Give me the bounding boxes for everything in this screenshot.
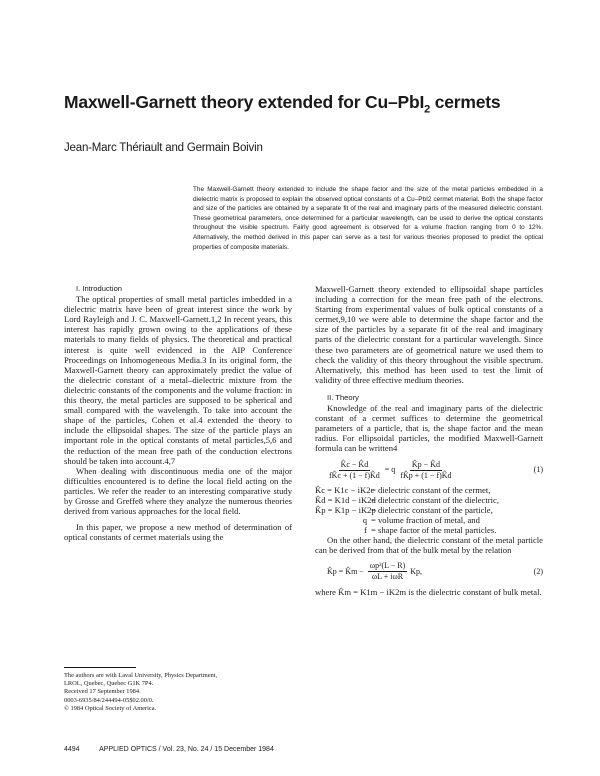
eq1-equals: = q: [384, 465, 396, 475]
definition-symbol: K̂c = K1c − iK2c: [315, 484, 375, 495]
footnote-line: 0003-6935/84/244494-05$02.00/0.: [64, 696, 154, 704]
definition-row: [315, 525, 543, 535]
definition-symbol: q: [362, 514, 367, 525]
intro-paragraph-3: In this paper, we propose a new method of determination of optical constants of cermet materials using the: [64, 522, 292, 543]
equation-1-lhs: [327, 460, 382, 481]
equation-1-number: (1): [533, 465, 543, 475]
paper-title: [64, 92, 544, 116]
definition-text: = volume fraction of metal, and: [371, 514, 480, 525]
abstract: The Maxwell-Garnett theory extended to include the shape factor and the size of the metal particles embedded in a dielectric matrix is proposed to explain the observed optical constants of a Cu–PbI2 cermet material. Both the shape factor and size of the particles are obtained by a separate fit of the real and imaginary parts of the measured dielectric constant. These geometrical parameters, once determined for a particular wavelength, can be used to derive the optical constants throughout the visible spectrum. Fairly good agreement is observed for a volume fraction ranging from 0 to 12%. Alternatively, the method derived in this paper can serve as a test for various theories proposed to predict the optical properties of composite materials.: [193, 186, 543, 251]
definition-row: [315, 495, 543, 505]
intro-paragraph-2: When dealing with discontinuous media one of the major difficulties encountered is to define the local field acting on the particles. We refer the reader to an interesting comparative study by Grosse and Greffe8 where they analyze the numerous theories derived from various approaches for the local field.: [64, 465, 292, 517]
footnote-line: LROL, Quebec, Quebec G1K 7P4.: [64, 680, 154, 688]
footnote-line: Received 17 September 1984.: [64, 688, 141, 696]
page-footer: [64, 746, 544, 753]
footnote-divider: [64, 667, 136, 668]
definition-symbol: K̂d = K1d − iK2d: [315, 494, 376, 505]
definition-text: = shape factor of the metal particles.: [371, 525, 497, 536]
eq2-tail: Kp,: [410, 566, 423, 576]
equation-1-rhs: [398, 460, 453, 481]
definition-symbol: f: [364, 525, 367, 536]
theory-paragraph-3: where K̂m = K1m − iK2m is the dielectric constant of bulk metal.: [315, 586, 542, 597]
footnote-line: The authors are with Laval University, Physics Department,: [64, 672, 218, 679]
footnote-line: © 1984 Optical Society of America.: [64, 704, 157, 712]
right-paragraph-1: Maxwell-Garnett theory extended to ellipsoidal shape particles including a correction for the mean free path of the electrons. Starting from experimental values of bulk optical constants of a cermet,9,10 we were able to determine the shape factor and the size of the particles by a separate fit of the real and imaginary parts of the dielectric constant for a particular wavelength. Since these two parameters are of geometrical nature we used them to check the validity of this theory throughout the visible spectrum. Alternatively, this method has been used to test the limit of validity of three effective medium theories.: [315, 284, 543, 385]
definition-row: [315, 515, 543, 525]
left-column: [64, 284, 292, 542]
eq1-rhs-numerator: K̂p − K̂d: [410, 460, 442, 471]
definition-row: [315, 505, 543, 515]
eq1-lhs-denominator: fK̂c + (1 − f)K̂d: [329, 470, 380, 480]
page-number: 4494: [64, 746, 80, 753]
title-subscript: 2: [424, 103, 431, 116]
author-list: Jean-Marc Thériault and Germain Boivin: [64, 142, 263, 154]
equation-2-number: (2): [533, 566, 543, 576]
section-heading-theory: II. Theory: [327, 392, 359, 402]
equation-1: [327, 460, 543, 481]
equation-2: [327, 561, 543, 582]
eq2-lhs: K̂p = K̂m −: [327, 566, 364, 576]
intro-paragraph-1: The optical properties of small metal particles imbedded in a dielectric matrix have been of great interest since the work by Lord Rayleigh and J. C. Maxwell-Garnett.1,2 In recent years, this interest has rapidly grown owing to the applications of these materials to many fields of physics. The theoretical and practical interest is quite well evidenced in the AIP Conference Proceedings on Inhomogeneous Media.3 In its original form, the Maxwell-Garnett theory can approximately predict the value of the dielectric constant of a metal–dielectric mixture from the dielectric constants of the components and the volume fraction: in this theory, the metal particles are supposed to be spherical and small compared with the wavelength. To take into account the shape of the particles, Cohen et al.4 extended the theory to include the ellipsoidal shapes. The size of the particle plays an important role in the optical constants of metal particles,5,6 and the reduction of the mean free path of the conduction electrons should be taken into account.4,7: [64, 294, 292, 466]
theory-paragraph-1: Knowledge of the real and imaginary parts of the dielectric constant of a cermet suffices to determine the geometrical parameters of a particle, that is, the shape factor and the mean radius. For ellipsoidal particles, the modified Maxwell-Garnett formula can be written4: [315, 403, 543, 454]
title-tail: cermets: [430, 92, 501, 112]
eq1-rhs-denominator: fK̂p + (1 − f)K̂d: [400, 470, 452, 480]
right-column: [315, 284, 543, 597]
footnotes: [64, 672, 292, 713]
definition-text: = dielectric constant of the dielectric,: [371, 494, 499, 505]
title-main: Maxwell-Garnett theory extended for Cu–PbI: [64, 92, 425, 112]
theory-paragraph-2: On the other hand, the dielectric constant of the metal particle can be derived from that of the bulk metal by the relation: [315, 535, 543, 556]
eq2-numerator: ωp²(L − R): [368, 561, 407, 572]
definition-text: = dielectric constant of the cermet,: [371, 484, 491, 495]
definition-row: [315, 485, 543, 495]
eq1-lhs-numerator: K̂c − K̂d: [339, 460, 371, 471]
definition-text: = dielectric constant of the particle,: [371, 504, 493, 515]
symbol-definitions: [315, 485, 543, 535]
definition-symbol: K̂p = K1p − iK2p: [315, 504, 376, 515]
eq2-denominator: ωL + iωR: [371, 572, 404, 582]
equation-2-fraction: [368, 561, 407, 582]
section-heading-introduction: I. Introduction: [76, 284, 123, 293]
journal-citation: APPLIED OPTICS / Vol. 23, No. 24 / 15 December 1984: [99, 746, 274, 753]
